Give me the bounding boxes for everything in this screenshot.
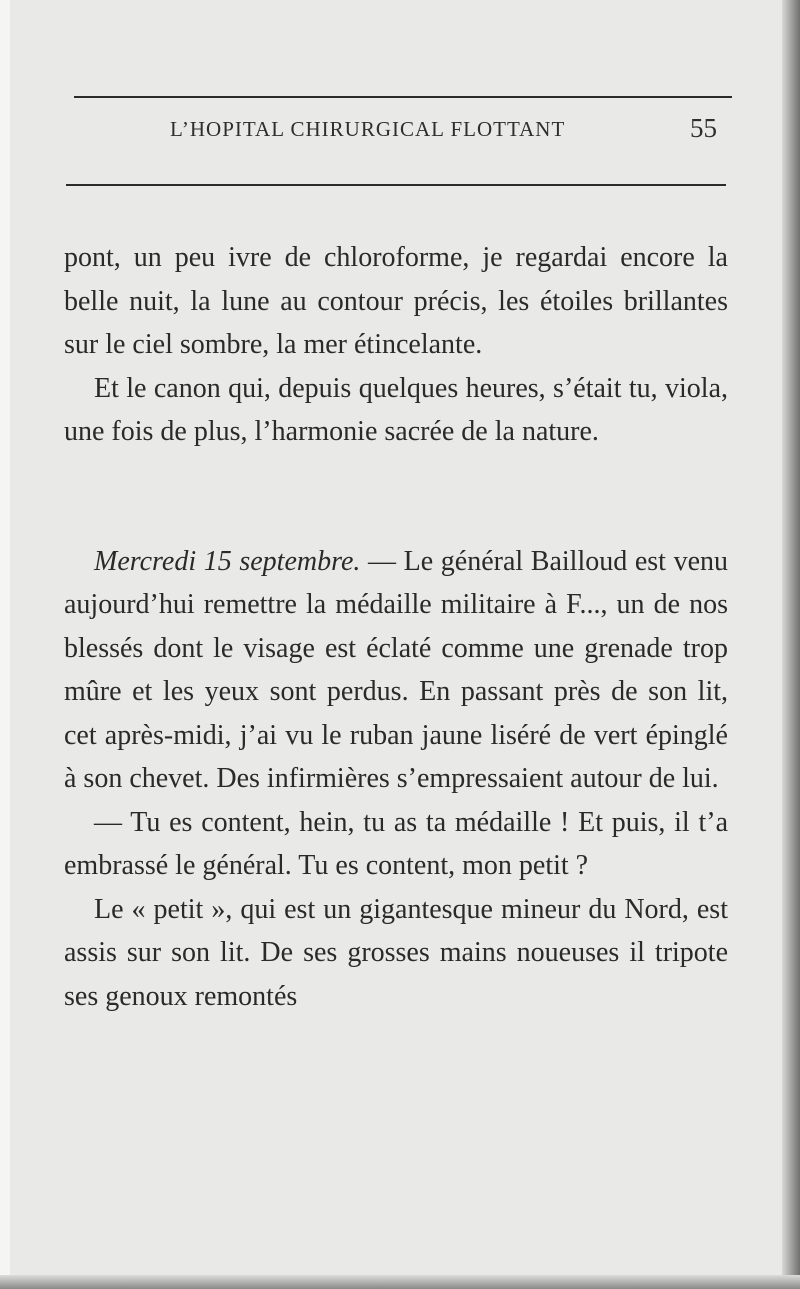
body-text xyxy=(64,236,728,1018)
running-title: L’HOPITAL CHIRURGICAL FLOTTANT xyxy=(170,117,566,141)
section-gap xyxy=(64,454,728,540)
page-edge-left xyxy=(0,0,10,1289)
paragraph-4: — Tu es content, hein, tu as ta médaille ! Et puis, il t’a embrassé le général. Tu es content, mon petit ? xyxy=(64,806,728,881)
paragraph-2: Et le canon qui, depuis quelques heures, s’était tu, viola, une fois de plus, l’harmonie sacrée de la nature. xyxy=(64,372,728,447)
header-rule-top xyxy=(74,96,732,98)
header-rule-bottom xyxy=(66,184,726,186)
paragraph-3 xyxy=(64,540,728,801)
paragraph-3-text: — Le général Bailloud est venu aujourd’hui remettre la médaille militaire à F..., un de nos blessés dont le visage est éclaté comme une grenade trop mûre et les yeux sont perdus. En passant près de son lit, cet après-midi, j’ai vu le ruban jaune liséré de vert épinglé à son chevet. Des infirmières s’empressaient autour de lui. xyxy=(64,545,729,794)
paragraph-5: Le « petit », qui est un gigantesque mineur du Nord, est assis sur son lit. De ses grosses mains noueuses il tripote ses genoux remontés xyxy=(64,893,728,1012)
page-edge-bottom xyxy=(0,1275,800,1289)
diary-date-heading: Mercredi 15 septembre. xyxy=(94,545,361,577)
paragraph-1: pont, un peu ivre de chloroforme, je regardai encore la belle nuit, la lune au contour précis, les étoiles brillantes sur le ciel sombre, la mer étincelante. xyxy=(64,242,728,360)
page-number: 55 xyxy=(690,113,717,143)
page-edge-right xyxy=(782,0,800,1289)
